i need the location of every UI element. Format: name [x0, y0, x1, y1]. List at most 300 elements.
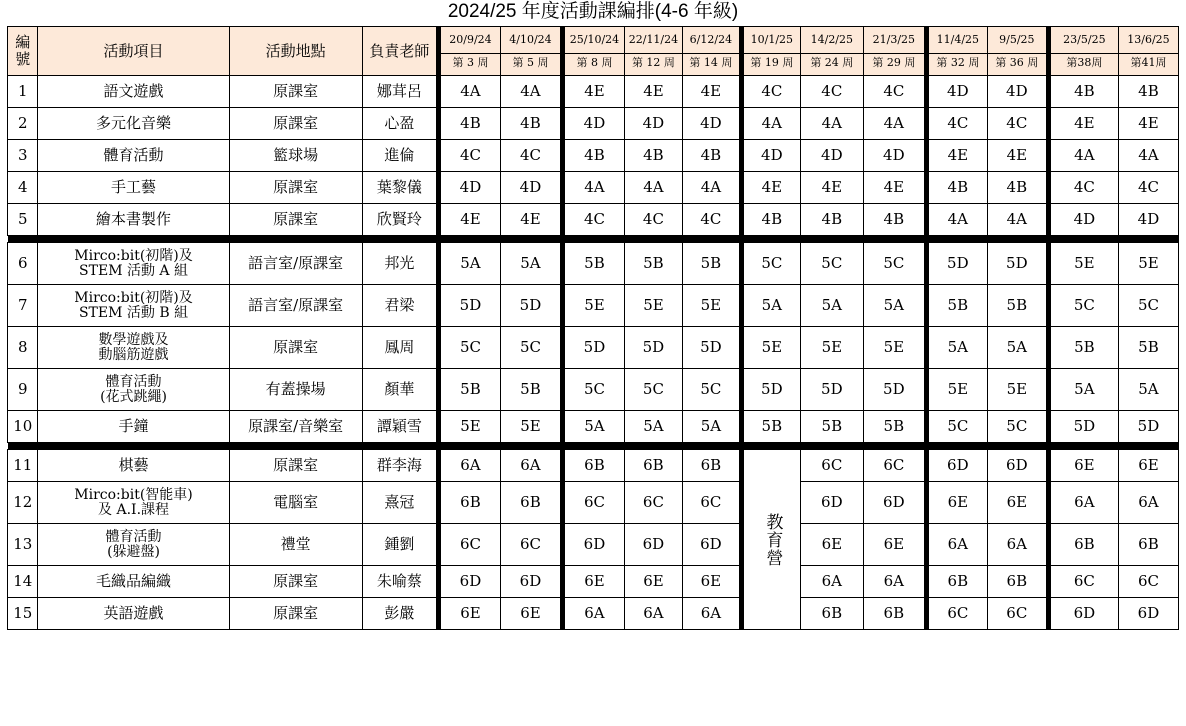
row-number: 9: [8, 369, 38, 411]
class-cell: 5A: [1118, 369, 1178, 411]
class-cell: 5C: [863, 243, 926, 285]
class-cell: 6E: [438, 598, 500, 630]
class-cell: 6C: [624, 482, 682, 524]
class-cell: 5C: [438, 327, 500, 369]
class-cell: 5C: [1048, 285, 1118, 327]
class-cell: 6E: [562, 566, 624, 598]
teacher-name: 熹冠: [362, 482, 438, 524]
class-cell: 4D: [1048, 204, 1118, 236]
class-cell: 4C: [741, 76, 800, 108]
class-cell: 4C: [438, 140, 500, 172]
activity-location: 原課室/音樂室: [229, 411, 362, 443]
teacher-name: 鍾劉: [362, 524, 438, 566]
activity-name: [38, 285, 229, 327]
class-cell: 6C: [500, 524, 562, 566]
class-cell: 4E: [863, 172, 926, 204]
class-cell: 4A: [741, 108, 800, 140]
class-cell: 6B: [1048, 524, 1118, 566]
class-cell: 4D: [926, 76, 987, 108]
class-cell: 6B: [863, 598, 926, 630]
class-cell: 5E: [682, 285, 741, 327]
class-cell: 5D: [863, 369, 926, 411]
activity-line: STEM 活動 A 組: [79, 262, 188, 279]
class-cell: 4C: [562, 204, 624, 236]
class-cell: 6A: [800, 566, 863, 598]
class-cell: 4D: [987, 76, 1048, 108]
table-row: [8, 108, 1179, 140]
class-cell: 6A: [682, 598, 741, 630]
table-row: [8, 369, 1179, 411]
class-cell: 5E: [562, 285, 624, 327]
activity-line: 英語遊戲: [103, 604, 164, 622]
class-cell: 4E: [682, 76, 741, 108]
class-cell: 4E: [741, 172, 800, 204]
class-cell: 5E: [800, 327, 863, 369]
teacher-name: 顏華: [362, 369, 438, 411]
class-cell: 5A: [438, 243, 500, 285]
activity-location: 電腦室: [229, 482, 362, 524]
class-cell: 4E: [1048, 108, 1118, 140]
header-date-7: [800, 27, 863, 76]
table-row: [8, 450, 1179, 482]
activity-location: 原課室: [229, 108, 362, 140]
class-cell: 5D: [800, 369, 863, 411]
class-cell: 5E: [863, 327, 926, 369]
class-cell: 5D: [987, 243, 1048, 285]
class-cell: 5A: [1048, 369, 1118, 411]
header-no: 編號: [8, 27, 38, 76]
header-week-text: 第 14 周: [683, 53, 739, 70]
header-week-text: 第 3 周: [441, 53, 500, 70]
activity-line: 棋藝: [118, 456, 149, 474]
table-row: [8, 598, 1179, 630]
class-cell: 4B: [1118, 76, 1178, 108]
activity-name: [38, 204, 229, 236]
class-cell: 5B: [438, 369, 500, 411]
class-cell: 4A: [1118, 140, 1178, 172]
class-cell: 5A: [500, 243, 562, 285]
row-number: 2: [8, 108, 38, 140]
table-row: [8, 76, 1179, 108]
class-cell: 5D: [682, 327, 741, 369]
class-cell: 6A: [562, 598, 624, 630]
class-cell: 6C: [438, 524, 500, 566]
activity-name: [38, 411, 229, 443]
header-week-text: 第 5 周: [501, 53, 560, 70]
activity-location: 原課室: [229, 172, 362, 204]
class-cell: 4A: [800, 108, 863, 140]
class-cell: 4B: [863, 204, 926, 236]
class-cell: 5D: [1118, 411, 1178, 443]
table-row: [8, 524, 1179, 566]
class-cell: 5C: [682, 369, 741, 411]
header-teacher: 負責老師: [362, 27, 438, 76]
class-cell: 5B: [1048, 327, 1118, 369]
class-cell: 5C: [500, 327, 562, 369]
activity-line: 體育活動: [105, 528, 162, 545]
class-cell: 6B: [682, 450, 741, 482]
row-number: 12: [8, 482, 38, 524]
activity-name: [38, 76, 229, 108]
class-cell: 6A: [1048, 482, 1118, 524]
schedule-table: [7, 26, 1179, 630]
activity-name: [38, 108, 229, 140]
class-cell: 4E: [500, 204, 562, 236]
class-cell: 4A: [926, 204, 987, 236]
class-cell: 6A: [1118, 482, 1178, 524]
class-cell: 5D: [926, 243, 987, 285]
class-cell: 6B: [624, 450, 682, 482]
header-week-text: 第41周: [1119, 53, 1178, 70]
class-cell: 5B: [863, 411, 926, 443]
header-week-text: 第 32 周: [929, 53, 987, 70]
header-date-text: 20/9/24: [449, 32, 492, 46]
table-row: [8, 243, 1179, 285]
class-cell: 6A: [987, 524, 1048, 566]
header-date-text: 9/5/25: [999, 32, 1035, 46]
class-cell: 6E: [926, 482, 987, 524]
activity-location: 語言室/原課室: [229, 243, 362, 285]
header-date-11: [1048, 27, 1118, 76]
camp-cell: 教育營: [741, 450, 800, 630]
activity-name: [38, 172, 229, 204]
class-cell: 6E: [1048, 450, 1118, 482]
row-number: 11: [8, 450, 38, 482]
class-cell: 4C: [624, 204, 682, 236]
class-cell: 5B: [800, 411, 863, 443]
class-cell: 4A: [562, 172, 624, 204]
class-cell: 5C: [987, 411, 1048, 443]
class-cell: 4C: [500, 140, 562, 172]
class-cell: 6E: [682, 566, 741, 598]
header-date-text: 10/1/25: [750, 32, 794, 46]
activity-line: 多元化音樂: [96, 114, 172, 132]
class-cell: 4D: [741, 140, 800, 172]
activity-location: 籃球場: [229, 140, 362, 172]
class-cell: 4E: [1118, 108, 1178, 140]
header-date-5: [682, 27, 741, 76]
header-date-text: 14/2/25: [810, 32, 854, 46]
class-cell: 4E: [624, 76, 682, 108]
header-date-9: [926, 27, 987, 76]
activity-name: [38, 566, 229, 598]
header-week-text: 第 8 周: [565, 53, 624, 70]
class-cell: 6D: [438, 566, 500, 598]
class-cell: 6C: [1118, 566, 1178, 598]
class-cell: 4A: [500, 76, 562, 108]
header-week-text: 第 24 周: [801, 53, 863, 70]
class-cell: 4D: [863, 140, 926, 172]
table-row: [8, 566, 1179, 598]
activity-line: Mirco:bit(初階)及: [74, 289, 193, 306]
activity-line: 手工藝: [111, 178, 157, 196]
row-number: 14: [8, 566, 38, 598]
activity-name: [38, 327, 229, 369]
table-row: [8, 482, 1179, 524]
row-number: 1: [8, 76, 38, 108]
header-week-text: 第 36 周: [988, 53, 1046, 70]
header-date-text: 4/10/24: [509, 32, 552, 46]
class-cell: 4A: [624, 172, 682, 204]
activity-line: 及 A.I.課程: [98, 501, 170, 518]
activity-line: 數學遊戲及: [98, 331, 169, 348]
class-cell: 5E: [1118, 243, 1178, 285]
class-cell: 5A: [800, 285, 863, 327]
class-cell: 6E: [500, 598, 562, 630]
group-separator: [8, 443, 1179, 450]
class-cell: 6B: [562, 450, 624, 482]
teacher-name: 進倫: [362, 140, 438, 172]
class-cell: 5C: [624, 369, 682, 411]
class-cell: 6D: [926, 450, 987, 482]
class-cell: 6D: [682, 524, 741, 566]
class-cell: 6C: [562, 482, 624, 524]
class-cell: 4B: [1048, 76, 1118, 108]
activity-name: [38, 524, 229, 566]
header-date-10: [987, 27, 1048, 76]
class-cell: 5C: [741, 243, 800, 285]
activity-name: [38, 140, 229, 172]
class-cell: 5E: [1048, 243, 1118, 285]
page-title: 2024/25 年度活動課編排(4-6 年級): [447, 1, 739, 22]
class-cell: 4B: [682, 140, 741, 172]
class-cell: 6E: [987, 482, 1048, 524]
teacher-name: 邦光: [362, 243, 438, 285]
table-header: [8, 27, 1179, 76]
table-row: [8, 411, 1179, 443]
header-date-1: [438, 27, 500, 76]
header-date-text: 22/11/24: [628, 32, 679, 46]
class-cell: 4C: [682, 204, 741, 236]
class-cell: 5D: [1048, 411, 1118, 443]
header-date-text: 6/12/24: [689, 32, 733, 46]
teacher-name: 娜茸呂: [362, 76, 438, 108]
activity-line: 手鐘: [118, 417, 149, 435]
class-cell: 5D: [562, 327, 624, 369]
header-date-text: 21/3/25: [872, 32, 916, 46]
class-cell: 4B: [624, 140, 682, 172]
header-week-text: 第38周: [1051, 53, 1118, 70]
class-cell: 4D: [1118, 204, 1178, 236]
header-date-text: 25/10/24: [569, 32, 620, 46]
class-cell: 5E: [438, 411, 500, 443]
activity-line: 動腦筋遊戲: [98, 346, 169, 363]
activity-line: Mirco:bit(初階)及: [74, 247, 193, 264]
class-cell: 5E: [624, 285, 682, 327]
header-date-6: [741, 27, 800, 76]
class-cell: 5B: [682, 243, 741, 285]
header-date-text: 11/4/25: [936, 32, 980, 46]
class-cell: 5D: [438, 285, 500, 327]
class-cell: 5A: [562, 411, 624, 443]
class-cell: 6C: [1048, 566, 1118, 598]
activity-line: STEM 活動 B 組: [78, 304, 189, 321]
class-cell: 6D: [987, 450, 1048, 482]
class-cell: 4B: [800, 204, 863, 236]
class-cell: 4D: [682, 108, 741, 140]
table-row: [8, 172, 1179, 204]
class-cell: 6A: [863, 566, 926, 598]
class-cell: 6D: [1118, 598, 1178, 630]
activity-line: (躲避盤): [107, 543, 160, 560]
class-cell: 5B: [624, 243, 682, 285]
activity-line: 語文遊戲: [103, 82, 164, 100]
activity-location: 禮堂: [229, 524, 362, 566]
class-cell: 6B: [1118, 524, 1178, 566]
teacher-name: 君梁: [362, 285, 438, 327]
class-cell: 6D: [1048, 598, 1118, 630]
class-cell: 4D: [624, 108, 682, 140]
class-cell: 6A: [926, 524, 987, 566]
class-cell: 5D: [624, 327, 682, 369]
table-body: [8, 76, 1179, 630]
class-cell: 4A: [438, 76, 500, 108]
class-cell: 5E: [987, 369, 1048, 411]
class-cell: 5C: [800, 243, 863, 285]
class-cell: 5E: [926, 369, 987, 411]
class-cell: 6C: [682, 482, 741, 524]
activity-line: Mirco:bit(智能車): [74, 486, 193, 503]
class-cell: 5A: [624, 411, 682, 443]
class-cell: 4B: [500, 108, 562, 140]
class-cell: 5E: [500, 411, 562, 443]
header-week-text: 第 29 周: [864, 53, 924, 70]
class-cell: 6A: [500, 450, 562, 482]
table-row: [8, 140, 1179, 172]
activity-line: 體育活動: [103, 146, 164, 164]
class-cell: 4E: [800, 172, 863, 204]
class-cell: 6D: [863, 482, 926, 524]
class-cell: 5B: [500, 369, 562, 411]
class-cell: 5A: [741, 285, 800, 327]
class-cell: 4B: [438, 108, 500, 140]
header-date-text: 23/5/25: [1063, 32, 1106, 46]
table-row: [8, 204, 1179, 236]
class-cell: 6A: [438, 450, 500, 482]
class-cell: 6C: [926, 598, 987, 630]
activity-location: 原課室: [229, 566, 362, 598]
header-date-4: [624, 27, 682, 76]
class-cell: 5A: [987, 327, 1048, 369]
header-date-3: [562, 27, 624, 76]
group-separator: [8, 236, 1179, 243]
separator-bar: [8, 236, 1179, 243]
class-cell: 4C: [926, 108, 987, 140]
teacher-name: 群李海: [362, 450, 438, 482]
table-row: [8, 285, 1179, 327]
activity-location: 原課室: [229, 327, 362, 369]
row-number: 10: [8, 411, 38, 443]
class-cell: 4B: [987, 172, 1048, 204]
class-cell: 4C: [1118, 172, 1178, 204]
separator-bar: [8, 443, 1179, 450]
activity-line: 體育活動: [105, 373, 162, 390]
table-row: [8, 327, 1179, 369]
class-cell: 4A: [863, 108, 926, 140]
class-cell: 6E: [1118, 450, 1178, 482]
class-cell: 4C: [1048, 172, 1118, 204]
class-cell: 4D: [562, 108, 624, 140]
class-cell: 4D: [800, 140, 863, 172]
row-number: 4: [8, 172, 38, 204]
class-cell: 6E: [863, 524, 926, 566]
class-cell: 4E: [562, 76, 624, 108]
row-number: 5: [8, 204, 38, 236]
row-number: 6: [8, 243, 38, 285]
class-cell: 6A: [624, 598, 682, 630]
class-cell: 4A: [987, 204, 1048, 236]
class-cell: 4A: [1048, 140, 1118, 172]
row-number: 8: [8, 327, 38, 369]
class-cell: 6C: [800, 450, 863, 482]
class-cell: 6D: [500, 566, 562, 598]
class-cell: 5E: [741, 327, 800, 369]
teacher-name: 譚穎雪: [362, 411, 438, 443]
activity-line: 繪本書製作: [96, 210, 172, 228]
header-date-2: [500, 27, 562, 76]
class-cell: 4B: [926, 172, 987, 204]
class-cell: 5C: [562, 369, 624, 411]
header-date-12: [1118, 27, 1178, 76]
activity-line: (花式跳繩): [100, 388, 167, 405]
class-cell: 5B: [741, 411, 800, 443]
teacher-name: 彭嚴: [362, 598, 438, 630]
class-cell: 6B: [500, 482, 562, 524]
teacher-name: 心盈: [362, 108, 438, 140]
teacher-name: 朱喻蔡: [362, 566, 438, 598]
class-cell: 5B: [987, 285, 1048, 327]
class-cell: 5A: [682, 411, 741, 443]
teacher-name: 葉黎儀: [362, 172, 438, 204]
teacher-name: 鳳周: [362, 327, 438, 369]
class-cell: 5C: [926, 411, 987, 443]
activity-location: 原課室: [229, 76, 362, 108]
class-cell: 4E: [438, 204, 500, 236]
header-date-8: [863, 27, 926, 76]
header-week-text: 第 19 周: [744, 53, 800, 70]
teacher-name: 欣賢玲: [362, 204, 438, 236]
header-activity: 活動項目: [38, 27, 229, 76]
class-cell: 4D: [500, 172, 562, 204]
class-cell: 4B: [562, 140, 624, 172]
header-date-text: 13/6/25: [1127, 32, 1170, 46]
class-cell: 4C: [800, 76, 863, 108]
row-number: 15: [8, 598, 38, 630]
class-cell: 6C: [863, 450, 926, 482]
class-cell: 4B: [741, 204, 800, 236]
activity-location: 原課室: [229, 450, 362, 482]
class-cell: 6E: [624, 566, 682, 598]
class-cell: 6E: [800, 524, 863, 566]
class-cell: 4A: [682, 172, 741, 204]
class-cell: 4C: [863, 76, 926, 108]
class-cell: 5D: [500, 285, 562, 327]
activity-name: [38, 369, 229, 411]
class-cell: 4D: [438, 172, 500, 204]
class-cell: 6B: [800, 598, 863, 630]
activity-location: 有蓋操場: [229, 369, 362, 411]
activity-line: 毛織品編織: [96, 572, 172, 590]
activity-location: 原課室: [229, 204, 362, 236]
row-number: 7: [8, 285, 38, 327]
class-cell: 5D: [741, 369, 800, 411]
class-cell: 5B: [926, 285, 987, 327]
class-cell: 4E: [926, 140, 987, 172]
row-number: 3: [8, 140, 38, 172]
activity-location: 原課室: [229, 598, 362, 630]
class-cell: 5A: [863, 285, 926, 327]
class-cell: 5A: [926, 327, 987, 369]
